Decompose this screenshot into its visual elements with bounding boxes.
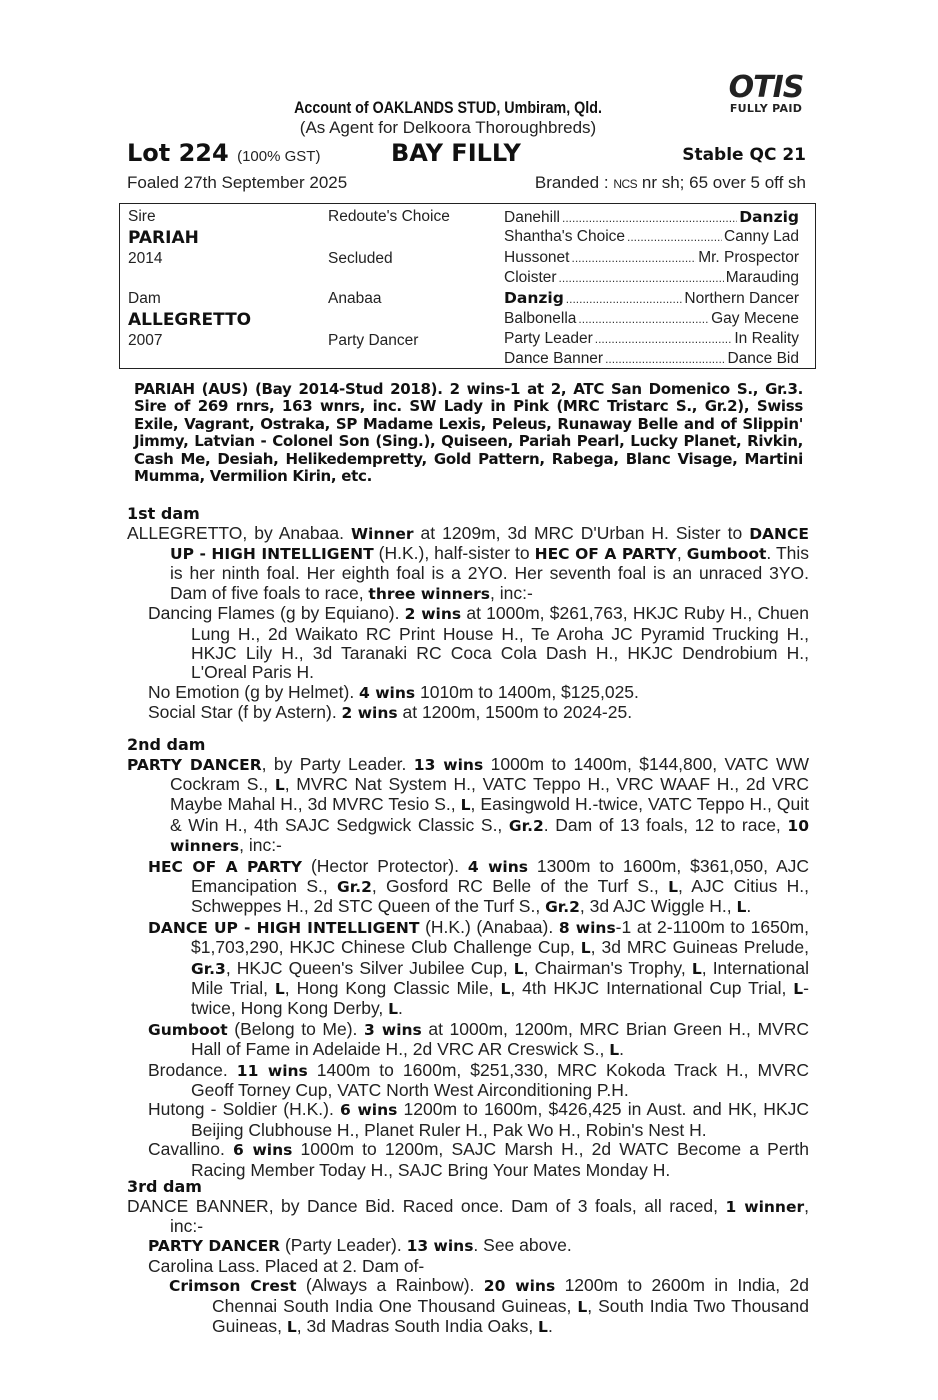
branded-detail: nr sh; 65 over 5 off sh <box>637 173 806 192</box>
gen3-horse: Danehill <box>504 209 561 226</box>
text: , inc:- <box>239 835 282 856</box>
gen3-sire: Northern Dancer <box>684 290 799 308</box>
horse-sex-colour: BAY FILLY <box>391 139 521 167</box>
progeny-entry <box>127 1061 809 1101</box>
lot-number <box>127 139 320 167</box>
bold-text: L <box>691 959 702 978</box>
text: Social Star (f by Astern). <box>148 702 342 723</box>
bold-text: 4 wins <box>467 857 528 876</box>
bold-text: Winner <box>350 524 414 543</box>
bold-text: Gumboot <box>148 1020 228 1039</box>
section-title: 2nd dam <box>127 735 206 754</box>
text: , Gosford RC Belle of the Turf S., <box>371 875 669 896</box>
lot-header-row <box>127 139 809 169</box>
foaled-date: Foaled 27th September 2025 <box>127 173 348 192</box>
gen3-sire: Marauding <box>725 268 799 286</box>
text: 1000m to 1400m, $144,800, VATC WW Cockram S., <box>170 753 810 794</box>
bold-text: L <box>580 939 591 958</box>
leader-dots <box>605 350 725 368</box>
progeny-entry <box>127 604 809 683</box>
sire-label: Sire <box>128 208 156 225</box>
bold-text: L <box>609 1041 620 1060</box>
bold-text: L <box>286 1317 297 1336</box>
lot-label: Lot 224 <box>127 139 229 167</box>
gen3-horse: Party Leader <box>504 329 593 347</box>
text: at 1200m, 1500m to 2024-25. <box>397 702 633 723</box>
text: -twice, Hong Kong Derby, <box>191 977 809 1019</box>
text: , International Mile Trial, <box>191 957 810 998</box>
text: at 1209m, 3d MRC D'Urban H. Sister to <box>413 522 750 543</box>
text: . <box>746 896 752 917</box>
text: , inc:- <box>490 582 533 603</box>
gen3-horse: Dance Banner <box>504 350 604 368</box>
dam-sire: Anabaa <box>328 290 382 307</box>
sire-name: PARIAH <box>128 228 199 248</box>
gen3-horse: Shantha's Choice <box>504 228 626 246</box>
text: DANCE BANNER, by Dance Bid. Raced once. Dam of 3 foals, all raced, <box>127 1195 726 1216</box>
progeny-entry <box>127 1276 809 1337</box>
text: -1 at 2-1100m to 1650m, $1,703,290, HKJC Chinese Club Challenge Cup, <box>191 916 809 958</box>
sire-sire: Redoute's Choice <box>328 208 450 225</box>
bold-text: L <box>793 979 804 998</box>
text: (H.K.) (Anabaa). <box>419 916 559 937</box>
bold-text: L <box>274 979 285 998</box>
bold-text: Crimson Crest <box>169 1277 297 1296</box>
text: (Party Leader). <box>280 1235 407 1256</box>
dam-name: ALLEGRETTO <box>128 310 252 330</box>
progeny-entry <box>127 1197 809 1237</box>
pedigree-gen3-row <box>504 228 799 246</box>
brand-mark-icon: NCS <box>613 177 638 191</box>
gen3-horse: Balbonella <box>504 309 577 327</box>
text: Carolina Lass. Placed at 2. Dam of- <box>148 1255 425 1276</box>
text: , South India Two Thousand Guineas, <box>212 1295 809 1336</box>
bold-text: DANCE UP - HIGH INTELLIGENT <box>148 918 420 937</box>
text: . This is her ninth foal. Her eighth foal is a 2YO. Her seventh foal is an unraced 3YO. Dam of five foals to race, <box>170 542 810 603</box>
pedigree-gen3-row <box>504 249 799 267</box>
text: 1200m to 2600m in India, 2d Chennai South India One Thousand Guineas, <box>212 1275 809 1316</box>
bold-text: L <box>668 877 678 896</box>
text: Hutong - Soldier (H.K.). <box>148 1099 340 1120</box>
text: , 3d AJC Wiggle H., <box>579 896 737 917</box>
progeny-entry <box>127 1020 809 1061</box>
pedigree-gen3-row <box>504 269 799 287</box>
text: Cavallino. <box>148 1139 233 1160</box>
bold-text: Gr.2 <box>508 816 544 835</box>
stable-location: Stable QC 21 <box>682 145 806 165</box>
bold-text: 11 wins <box>236 1061 308 1080</box>
text: ALLEGRETTO, by Anabaa. <box>127 522 351 543</box>
progeny-entry <box>127 1100 809 1140</box>
gen3-sire: Dance Bid <box>727 350 799 368</box>
dam-section <box>127 1177 809 1337</box>
text: 1010m to 1400m, $125,025. <box>415 681 639 702</box>
progeny-entry <box>127 683 809 703</box>
text: at 1000m, 1200m, MRC Brian Green H., MVRC Hall of Fame in Adelaide H., 2d VRC AR Creswick S., <box>191 1018 809 1060</box>
bold-text: 13 wins <box>413 755 484 774</box>
fully-paid-label: FULLY PAID <box>729 102 803 115</box>
leader-dots <box>566 290 683 308</box>
bold-text: L <box>500 979 511 998</box>
gen3-horse: Danzig <box>504 289 564 308</box>
text: . Dam of 13 foals, 12 to race, <box>543 814 788 835</box>
text: , MVRC Nat System H., VATC Teppo H., VRC WAAF H., 2d VRC Maybe Mahal H., 3d MVRC Tesio S., <box>170 773 809 815</box>
text: at 1000m, $261,763, HKJC Ruby H., Chuen Lung H., 2d Waikato RC Print House H., Te Aroha JC Pyramid Trucking H., HKJC Lily H., 3d Taranaki RC Coca Cola Dash H., HKJC Dendrobium H., L'Oreal Paris H. <box>191 603 810 683</box>
pedigree-gen3-row <box>504 330 799 348</box>
text: No Emotion (g by Helmet). <box>148 681 360 702</box>
bold-text: 8 wins <box>558 918 616 937</box>
text: , Easingwold H.-twice, VATC Teppo H., Quit & Win H., 4th SAJC Sedgwick Classic S., <box>170 794 809 835</box>
text: , inc:- <box>170 1195 809 1236</box>
vendor-account: Account of OAKLANDS STUD, Umbiram, Qld. <box>294 98 602 117</box>
sire-year: 2014 <box>128 250 163 267</box>
text: (H.K.), half-sister to <box>373 542 535 563</box>
gen3-sire: Mr. Prospector <box>698 248 799 266</box>
text: Brodance. <box>148 1059 237 1080</box>
gen3-horse: Cloister <box>504 268 557 286</box>
dam-label: Dam <box>128 290 161 307</box>
gen3-horse: Hussonet <box>504 248 570 266</box>
progeny-entry <box>127 857 809 918</box>
bold-text: L <box>538 1317 548 1336</box>
text: (Belong to Me). <box>227 1018 364 1039</box>
pedigree-gen3-row <box>504 310 799 328</box>
text: . <box>619 1039 624 1060</box>
otis-fully-paid-logo <box>721 70 811 115</box>
pedigree-gen3-row <box>504 289 799 308</box>
text: . <box>547 1315 553 1336</box>
dam-section <box>127 504 809 724</box>
bold-text: HEC OF A PARTY <box>534 544 677 563</box>
bold-text: PARTY DANCER <box>148 1237 281 1256</box>
progeny-entry <box>127 918 809 1020</box>
dam-dam: Party Dancer <box>328 332 419 349</box>
otis-logo-icon: OTIS <box>728 70 804 105</box>
bold-text: 13 wins <box>406 1237 474 1256</box>
sire-dam: Secluded <box>328 250 393 267</box>
bold-text: L <box>460 796 471 815</box>
gen3-sire: In Reality <box>734 329 799 347</box>
leader-dots <box>627 228 722 246</box>
bold-text: HEC OF A PARTY <box>148 857 303 876</box>
sire-summary: PARIAH (AUS) (Bay 2014-Stud 2018). 2 wins-1 at 2, ATC San Domenico S., Gr.3. Sire of 269 rnrs, 163 wnrs, inc. SW Lady in Pink (MRC Tristarc S., Gr.2), Swiss Exile, Vagrant, Ostraka, SP Madame Lexis, Peleus, Runaway Belle and of Slippin' Jimmy, Latvian - Colonel Son (Sing.), Quiseen, Pariah Pearl, Lucky Planet, Rivkin, Cash Me, Desiah, Helikedempretty, Gold Pattern, Rabega, Blanc Visage, Martini Mumma, Vermilion Kirin, etc. <box>134 380 803 486</box>
bold-text: Gr.2 <box>337 877 372 896</box>
dam-section <box>127 735 809 1180</box>
bold-text: DANCE UP - HIGH INTELLIGENT <box>170 524 809 563</box>
bold-text: 4 wins <box>359 683 416 702</box>
pedigree-gen3-row <box>504 350 799 368</box>
text: 1400m to 1600m, $251,330, MRC Kokoda Track H., MVRC Geoff Torney Cup, VATC North West Airconditioning P.H. <box>191 1059 809 1100</box>
bold-text: 3 wins <box>363 1020 422 1039</box>
text: , AJC Citius H., Schweppes H., 2d STC Queen of the Turf S., <box>191 875 809 917</box>
bold-text: L <box>274 775 285 794</box>
leader-dots <box>595 330 733 348</box>
bold-text: 1 winner <box>725 1197 805 1216</box>
text: . <box>398 998 403 1019</box>
progeny-entry <box>127 755 809 857</box>
section-title: 3rd dam <box>127 1177 202 1196</box>
text: , HKJC Queen's Silver Jubilee Cup, <box>225 957 514 978</box>
vendor-agent: (As Agent for Delkoora Thoroughbreds) <box>299 118 597 137</box>
text: , 3d Madras South India Oaks, <box>296 1315 539 1336</box>
text: (Hector Protector). <box>302 855 468 876</box>
leader-dots <box>571 249 696 267</box>
pedigree-gen3-row <box>504 208 799 227</box>
bold-text: 2 wins <box>404 605 462 624</box>
progeny-entry <box>127 524 809 605</box>
text: 1300m to 1600m, $361,050, AJC Emancipation S., <box>191 855 810 896</box>
text: . See above. <box>473 1235 572 1256</box>
gen3-sire: Canny Lad <box>724 228 799 246</box>
progeny-entry <box>127 703 809 723</box>
text: , Chairman's Trophy, <box>523 957 692 978</box>
text: 1200m to 1600m, $426,425 in Aust. and HK, HKJC Beijing Clubhouse H., Planet Ruler H., Pak Wo H., Robin's Nest H. <box>191 1099 810 1140</box>
pedigree-table <box>119 203 816 369</box>
progeny-entry <box>127 1140 809 1180</box>
bold-text: L <box>577 1297 588 1316</box>
leader-dots <box>559 269 724 287</box>
gen3-sire: Gay Mecene <box>711 309 799 327</box>
bold-text: 10 winners <box>170 816 809 856</box>
gst-note: (100% GST) <box>237 148 321 165</box>
bold-text: L <box>388 1000 399 1019</box>
bold-text: L <box>513 959 524 978</box>
bold-text: L <box>736 898 747 917</box>
text: (Always a Rainbow). <box>296 1275 484 1296</box>
bold-text: Gr.3 <box>191 959 226 978</box>
leader-dots <box>578 310 709 328</box>
brand-description <box>535 173 806 193</box>
text: , Hong Kong Classic Mile, <box>284 977 501 998</box>
bold-text: 20 wins <box>483 1277 556 1296</box>
bold-text: 2 wins <box>341 704 398 723</box>
bold-text: Gumboot <box>686 544 767 563</box>
text: , by Party Leader. <box>261 753 414 774</box>
bold-text: PARTY DANCER <box>127 755 262 774</box>
leader-dots <box>562 209 737 227</box>
text: , 3d MRC Guineas Prelude, <box>590 937 809 958</box>
gen3-sire: Danzig <box>739 208 799 226</box>
text: Dancing Flames (g by Equiano). <box>148 603 405 624</box>
text: , <box>676 542 687 563</box>
progeny-entry <box>127 1236 809 1256</box>
dam-year: 2007 <box>128 332 163 349</box>
text: , 4th HKJC International Cup Trial, <box>510 977 794 998</box>
bold-text: Gr.2 <box>545 898 580 917</box>
text: 1000m to 1200m, SAJC Marsh H., 2d WATC Become a Perth Racing Member Today H., SAJC Bring Your Mates Monday H. <box>191 1139 809 1180</box>
bold-text: 6 wins <box>339 1101 398 1120</box>
section-title: 1st dam <box>127 504 200 523</box>
bold-text: 6 wins <box>233 1141 293 1160</box>
progeny-entry <box>127 1257 809 1276</box>
bold-text: three winners <box>368 584 491 603</box>
branded-label: Branded : <box>534 173 614 192</box>
